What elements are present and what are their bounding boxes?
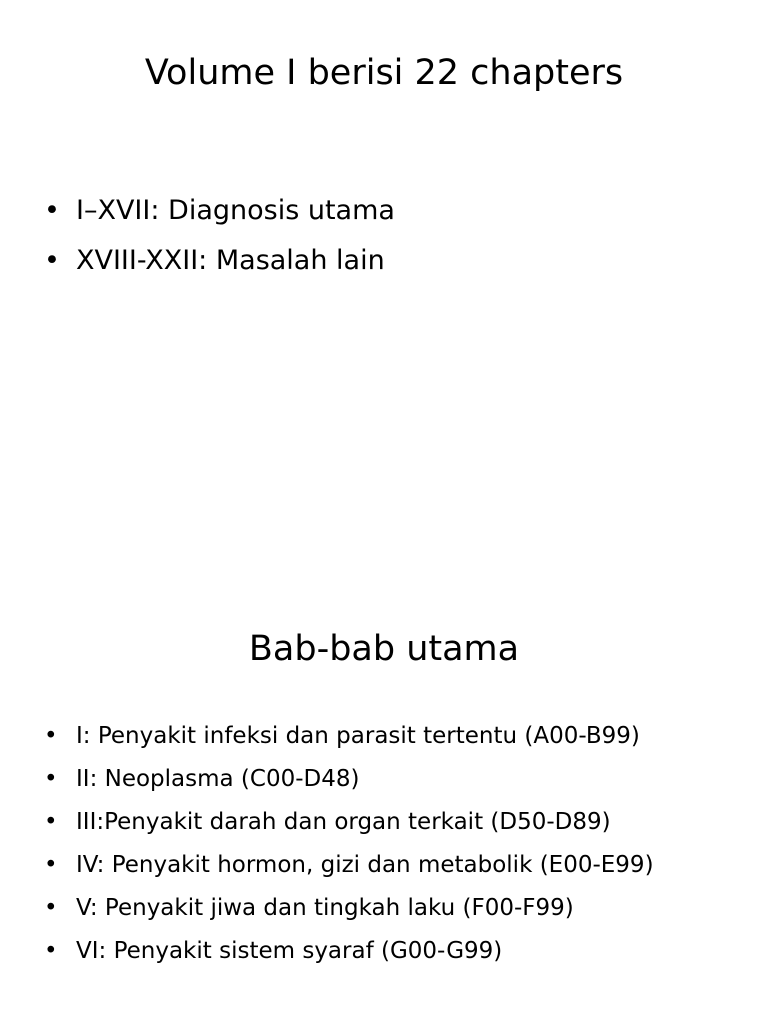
bullet-text: V: Penyakit jiwa dan tingkah laku (F00-F99) [76, 895, 574, 921]
slide-title: Bab-bab utama [248, 629, 520, 669]
bullet-text: IV: Penyakit hormon, gizi dan metabolik (E00-E99) [76, 852, 654, 878]
bullet-icon: • [44, 809, 58, 835]
bullet-text: I: Penyakit infeksi dan parasit tertentu (A00-B99) [76, 723, 640, 749]
bullet-text: III:Penyakit darah dan organ terkait (D50-D89) [76, 809, 611, 835]
bullet-icon: • [44, 938, 58, 964]
bullet-item [44, 894, 654, 922]
bullet-icon: • [44, 723, 58, 749]
bullet-icon: • [44, 245, 60, 276]
bullet-icon: • [44, 852, 58, 878]
bullet-list [44, 722, 654, 980]
bullet-text: XVIII-XXII: Masalah lain [76, 245, 385, 276]
bullet-item [44, 851, 654, 879]
bullet-icon: • [44, 895, 58, 921]
bullet-item [44, 765, 654, 793]
slide-title: Volume I berisi 22 chapters [144, 53, 624, 93]
bullet-item [44, 246, 395, 276]
bullet-icon: • [44, 195, 60, 226]
bullet-item [44, 196, 395, 226]
slide-main-chapters [0, 512, 768, 1024]
bullet-item [44, 937, 654, 965]
bullet-text: II: Neoplasma (C00-D48) [76, 766, 360, 792]
bullet-text: VI: Penyakit sistem syaraf (G00-G99) [76, 938, 503, 964]
bullet-text: I–XVII: Diagnosis utama [76, 195, 395, 226]
bullet-item [44, 722, 654, 750]
bullet-item [44, 808, 654, 836]
bullet-icon: • [44, 766, 58, 792]
bullet-list [44, 196, 395, 296]
